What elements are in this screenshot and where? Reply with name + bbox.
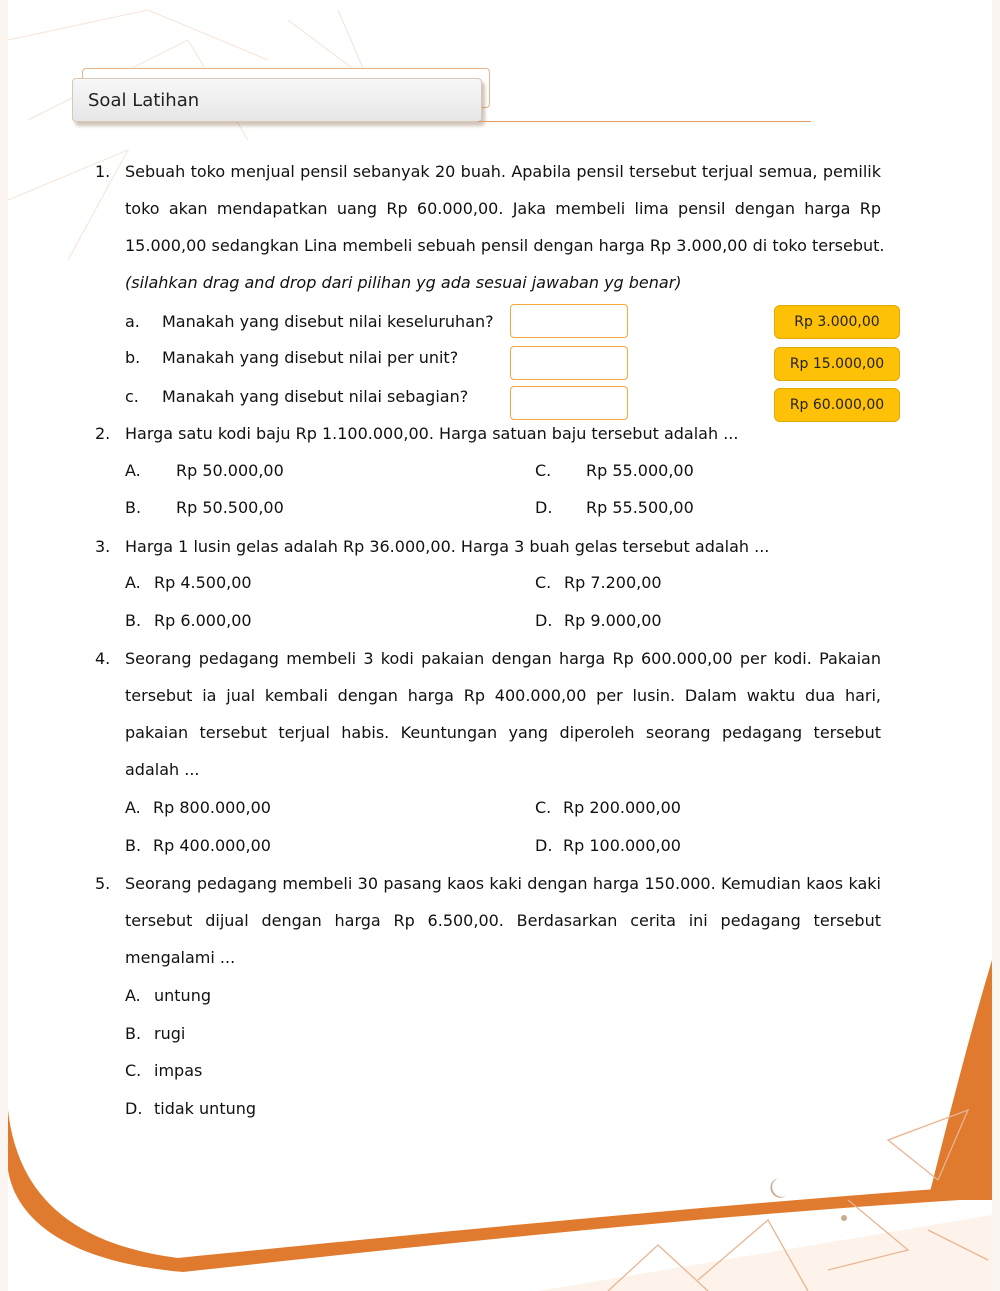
sub-question-letter: b. xyxy=(125,348,141,367)
option-d[interactable] xyxy=(535,836,681,855)
option-text: Rp 9.000,00 xyxy=(564,611,662,630)
option-text: untung xyxy=(154,986,211,1005)
worksheet-page xyxy=(8,0,992,1291)
option-text: Rp 50.500,00 xyxy=(176,498,284,517)
option-a[interactable] xyxy=(125,461,284,480)
option-text: Rp 7.200,00 xyxy=(564,573,662,592)
option-text: Rp 55.000,00 xyxy=(586,461,694,480)
option-letter: C. xyxy=(535,573,552,592)
question-text-line: pakaian tersebut terjual habis. Keuntungan yang diperoleh seorang pedagang tersebut xyxy=(125,723,881,742)
option-letter: B. xyxy=(125,836,142,855)
sub-question-letter: c. xyxy=(125,387,139,406)
question-text-line: mengalami ... xyxy=(125,948,236,967)
sub-question-text: Manakah yang disebut nilai keseluruhan? xyxy=(162,312,494,331)
option-text: Rp 400.000,00 xyxy=(153,836,271,855)
option-letter: C. xyxy=(125,1061,142,1080)
question-number: 3. xyxy=(95,537,111,556)
sub-question-c xyxy=(125,387,469,406)
option-letter: C. xyxy=(535,798,552,817)
question-text-line: Seorang pedagang membeli 3 kodi pakaian dengan harga Rp 600.000,00 per kodi. Pakaian xyxy=(125,649,881,668)
option-text: impas xyxy=(154,1061,203,1080)
option-d[interactable] xyxy=(535,498,694,517)
question-text: Harga 1 lusin gelas adalah Rp 36.000,00. Harga 3 buah gelas tersebut adalah ... xyxy=(125,537,770,556)
option-a[interactable] xyxy=(125,986,211,1005)
header-underline xyxy=(478,121,811,122)
option-a[interactable] xyxy=(125,573,252,592)
option-b[interactable] xyxy=(125,1024,186,1043)
option-b[interactable] xyxy=(125,836,271,855)
option-text: Rp 6.000,00 xyxy=(154,611,252,630)
drop-zone-a[interactable] xyxy=(510,304,628,338)
question-text-line: tersebut dijual dengan harga Rp 6.500,00. Berdasarkan cerita ini pedagang tersebut xyxy=(125,911,881,930)
question-text-line: Seorang pedagang membeli 30 pasang kaos kaki dengan harga 150.000. Kemudian kaos kaki xyxy=(125,874,881,893)
option-letter: A. xyxy=(125,986,141,1005)
question-number: 5. xyxy=(95,874,111,893)
question-text-line: adalah ... xyxy=(125,760,200,779)
option-letter: D. xyxy=(535,611,553,630)
option-letter: B. xyxy=(125,1024,142,1043)
drop-zone-b[interactable] xyxy=(510,346,628,380)
option-letter: A. xyxy=(125,798,141,817)
question-text-line: 15.000,00 sedangkan Lina membeli sebuah pensil dengan harga Rp 3.000,00 di toko tersebut. xyxy=(125,236,885,255)
sub-question-letter: a. xyxy=(125,312,140,331)
sub-question-text: Manakah yang disebut nilai sebagian? xyxy=(162,387,469,406)
option-c[interactable] xyxy=(125,1061,203,1080)
option-letter: A. xyxy=(125,461,141,480)
option-letter: D. xyxy=(535,836,553,855)
sub-question-text: Manakah yang disebut nilai per unit? xyxy=(162,348,459,367)
option-c[interactable] xyxy=(535,573,662,592)
draggable-answer-chip[interactable]: Rp 3.000,00 xyxy=(774,305,900,339)
question-instruction: (silahkan drag and drop dari pilihan yg ada sesuai jawaban yg benar) xyxy=(125,273,682,292)
option-letter: D. xyxy=(535,498,553,517)
question-text-line: tersebut ia jual kembali dengan harga Rp 400.000,00 per lusin. Dalam waktu dua hari, xyxy=(125,686,881,705)
option-text: tidak untung xyxy=(154,1099,257,1118)
page-title: Soal Latihan xyxy=(88,90,200,111)
option-letter: B. xyxy=(125,611,142,630)
draggable-answer-chip[interactable]: Rp 15.000,00 xyxy=(774,347,900,381)
question-number: 4. xyxy=(95,649,111,668)
option-b[interactable] xyxy=(125,611,252,630)
option-text: Rp 55.500,00 xyxy=(586,498,694,517)
option-d[interactable] xyxy=(535,611,662,630)
option-d[interactable] xyxy=(125,1099,257,1118)
question-text: Harga satu kodi baju Rp 1.100.000,00. Harga satuan baju tersebut adalah ... xyxy=(125,424,739,443)
question-text-line: toko akan mendapatkan uang Rp 60.000,00. Jaka membeli lima pensil dengan harga Rp xyxy=(125,199,881,218)
option-text: Rp 800.000,00 xyxy=(153,798,271,817)
option-text: rugi xyxy=(154,1024,186,1043)
option-text: Rp 4.500,00 xyxy=(154,573,252,592)
draggable-answer-chip[interactable]: Rp 60.000,00 xyxy=(774,388,900,422)
option-letter: C. xyxy=(535,461,552,480)
sub-question-a xyxy=(125,312,494,331)
option-text: Rp 200.000,00 xyxy=(563,798,681,817)
option-letter: A. xyxy=(125,573,141,592)
option-c[interactable] xyxy=(535,461,694,480)
option-text: Rp 50.000,00 xyxy=(176,461,284,480)
option-a[interactable] xyxy=(125,798,271,817)
option-c[interactable] xyxy=(535,798,681,817)
option-text: Rp 100.000,00 xyxy=(563,836,681,855)
question-text-line: Sebuah toko menjual pensil sebanyak 20 buah. Apabila pensil tersebut terjual semua, pemilik xyxy=(125,162,881,181)
sub-question-b xyxy=(125,348,459,367)
option-letter: B. xyxy=(125,498,142,517)
question-number: 2. xyxy=(95,424,111,443)
option-letter: D. xyxy=(125,1099,143,1118)
question-number: 1. xyxy=(95,162,111,181)
option-b[interactable] xyxy=(125,498,284,517)
